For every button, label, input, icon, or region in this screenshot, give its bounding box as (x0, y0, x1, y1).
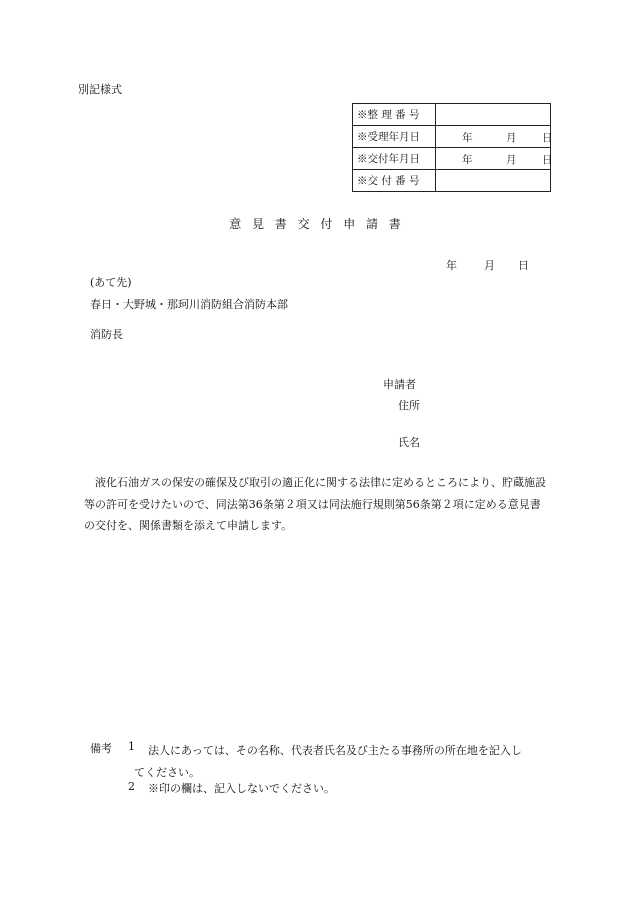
office-use-table (352, 103, 551, 192)
issue-date-label: ※交付年月日 (353, 148, 436, 170)
application-statement: 液化石油ガスの保安の確保及び取引の適正化に関する法律に定めるところにより、貯蔵施設等の許可を受けたいので、同法第36条第２項又は同法施行規則第56条第２項に定める意見書の交付を、関係書類を添えて申請します。 (84, 476, 546, 532)
addressee-label: (あて先) (90, 276, 132, 289)
issue-date-field (436, 148, 551, 170)
name-label: 氏名 (398, 436, 420, 449)
receipt-date-label: ※受理年月日 (353, 126, 436, 148)
note-number: 2 (128, 780, 135, 793)
receipt-date-field (436, 126, 551, 148)
reference-number-field (436, 104, 551, 126)
notes-label: 備考 (90, 742, 112, 755)
day-label: 日 (542, 132, 553, 144)
date-year-label: 年 (446, 259, 457, 272)
month-label: 月 (506, 154, 517, 166)
addressee-chief: 消防長 (90, 328, 123, 341)
document-title: 意見書交付申請書 (229, 217, 412, 231)
applicant-label: 申請者 (383, 378, 416, 391)
note-text-line: てください。 (134, 766, 200, 779)
day-label: 日 (542, 154, 553, 166)
note-text: ※印の欄は、記入しないでください。 (148, 782, 335, 795)
form-label: 別記様式 (78, 83, 122, 96)
table-row (353, 126, 551, 148)
address-label: 住所 (398, 399, 420, 412)
reference-number-label: ※整 理 番 号 (353, 104, 436, 126)
year-label: 年 (462, 154, 473, 166)
date-day-label: 日 (518, 259, 529, 272)
month-label: 月 (506, 132, 517, 144)
note-text (134, 740, 552, 784)
table-row (353, 148, 551, 170)
note-text-line: 法人にあっては、その名称、代表者氏名及び主たる事務所の所在地を記入し (148, 744, 522, 757)
issue-number-label: ※交 付 番 号 (353, 170, 436, 192)
issue-number-field (436, 170, 551, 192)
date-month-label: 月 (484, 259, 495, 272)
table-row (353, 104, 551, 126)
addressee-organization: 春日・大野城・那珂川消防組合消防本部 (90, 298, 288, 311)
table-row (353, 170, 551, 192)
note-number: 1 (128, 740, 135, 753)
year-label: 年 (462, 132, 473, 144)
